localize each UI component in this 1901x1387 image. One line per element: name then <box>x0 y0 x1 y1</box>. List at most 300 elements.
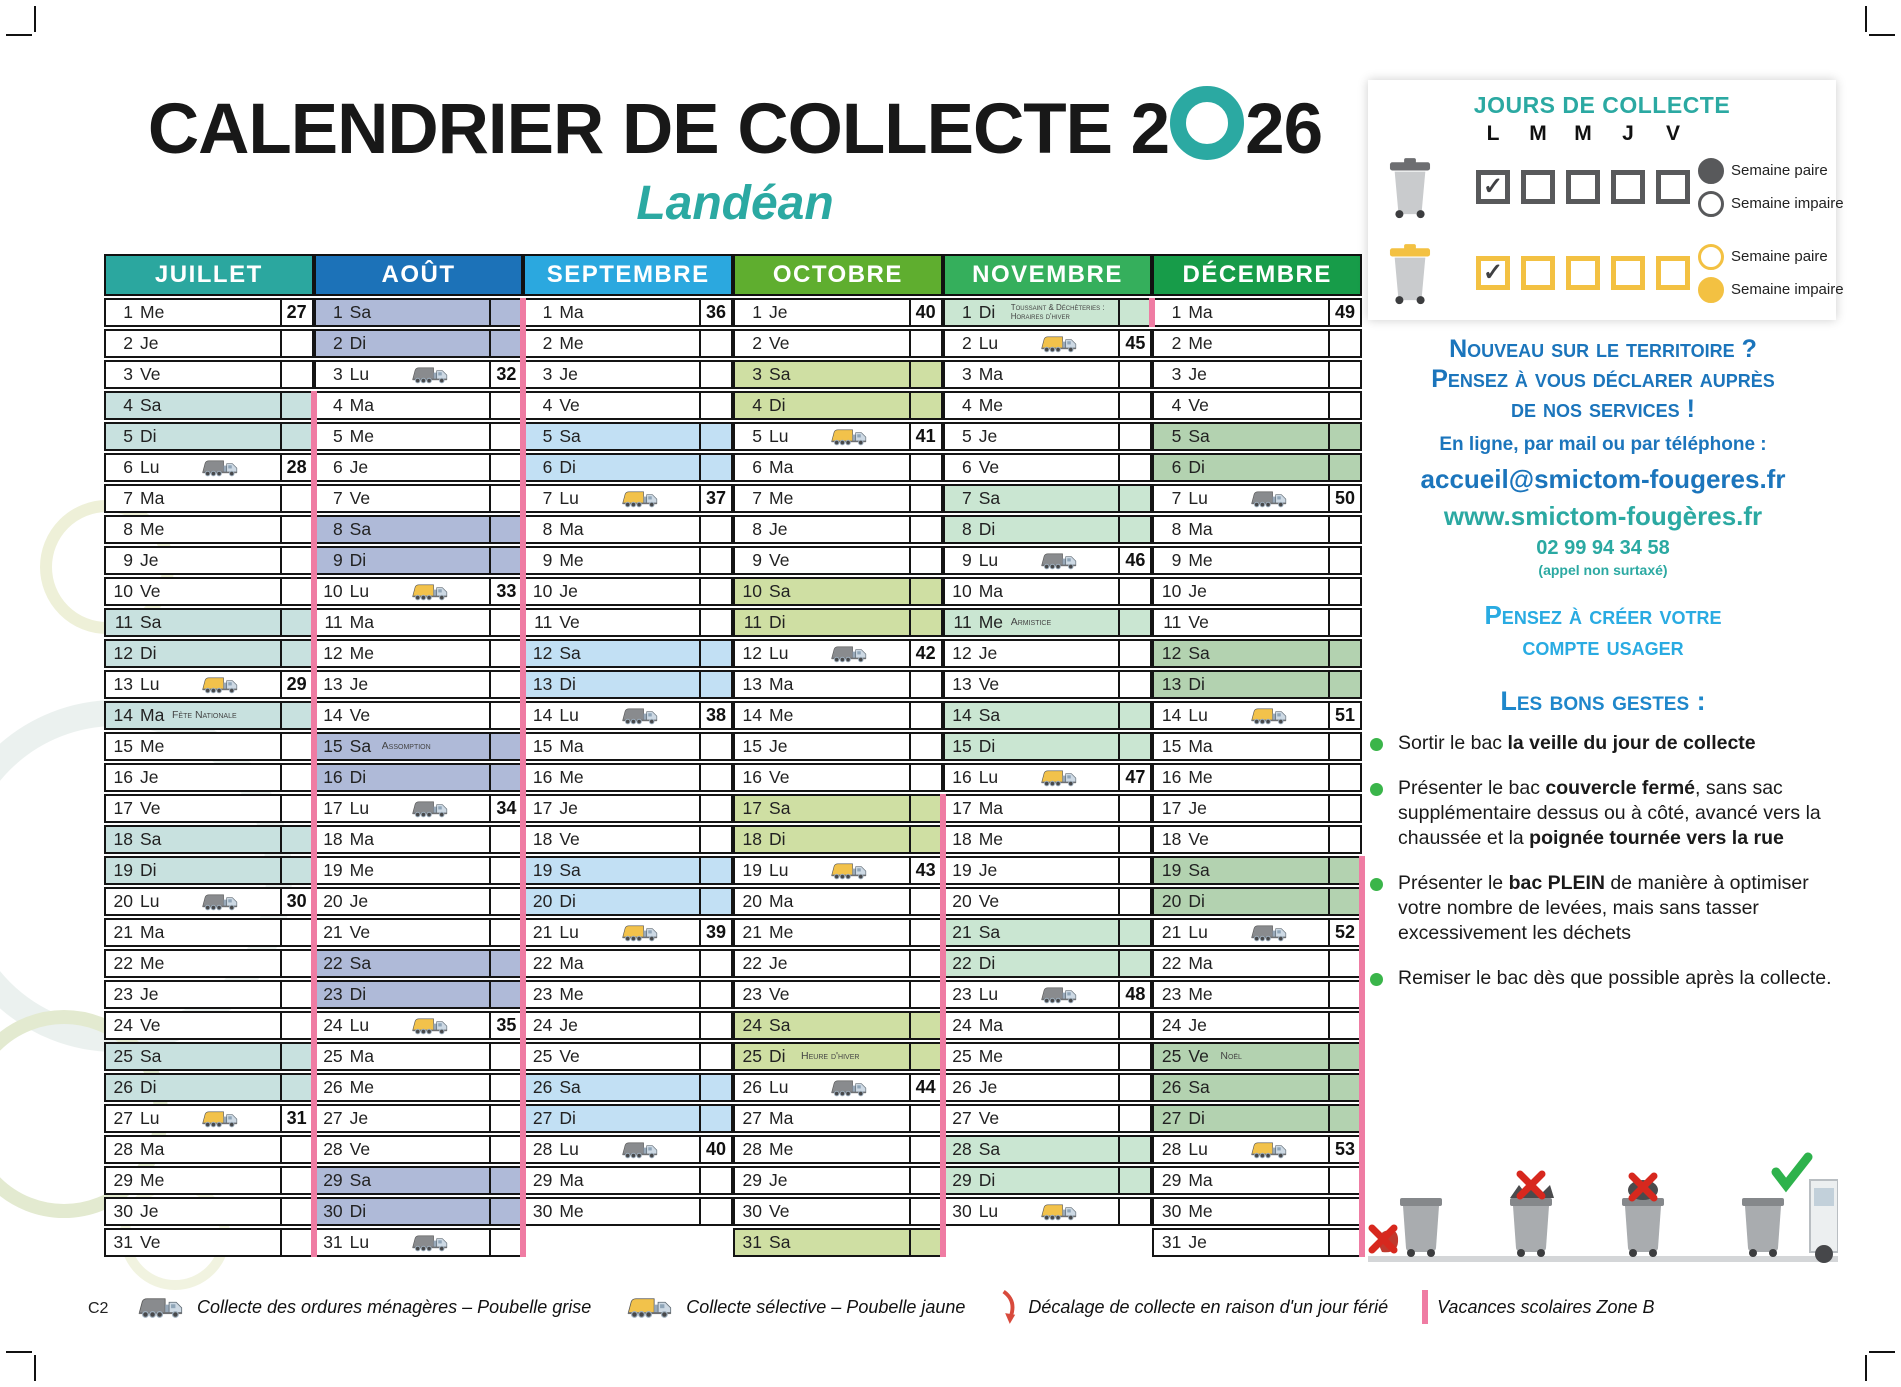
day-cell <box>1152 391 1362 420</box>
day-abbrev: Sa <box>559 426 581 446</box>
day-abbrev: Me <box>1188 550 1213 570</box>
week-number <box>280 641 312 666</box>
week-number <box>1328 734 1360 759</box>
day-abbrev: Di <box>559 1108 576 1128</box>
week-number <box>280 517 312 542</box>
day-abbrev: Me <box>559 767 584 787</box>
day-number: 27 <box>113 1108 133 1128</box>
week-number <box>1118 1075 1150 1100</box>
day-abbrev: Sa <box>559 860 581 880</box>
day-abbrev: Ve <box>1188 1046 1209 1066</box>
day-abbrev: Di <box>559 457 576 477</box>
day-abbrev: Lu <box>1188 488 1208 508</box>
day-cell <box>943 1166 1153 1195</box>
day-number: 14 <box>113 705 133 725</box>
week-number <box>699 982 731 1007</box>
day-number: 24 <box>323 1015 343 1035</box>
day-cell <box>1152 1042 1362 1071</box>
day-checkbox <box>1566 170 1600 204</box>
day-number: 17 <box>952 798 972 818</box>
week-number <box>1118 455 1150 480</box>
week-number <box>280 362 312 387</box>
day-abbrev: Ma <box>349 612 374 632</box>
day-number: 20 <box>742 891 763 911</box>
bullet-dot <box>1370 783 1383 796</box>
bullet-dot <box>1370 973 1383 986</box>
day-cell <box>733 329 943 358</box>
day-number: 12 <box>952 643 972 663</box>
day-abbrev: Ve <box>349 705 371 725</box>
day-cell <box>314 1228 524 1257</box>
day-abbrev: Ve <box>978 674 1000 694</box>
day-number: 14 <box>1161 705 1182 725</box>
week-number <box>1328 548 1360 573</box>
day-cell <box>1152 1073 1362 1102</box>
day-number: 7 <box>542 488 553 508</box>
day-abbrev: Je <box>769 302 788 322</box>
day-number: 16 <box>532 767 553 787</box>
week-number <box>280 1044 312 1069</box>
day-abbrev: Je <box>559 581 578 601</box>
week-number <box>1328 827 1360 852</box>
week-parity-dot <box>1698 244 1724 270</box>
week-number <box>280 610 312 635</box>
day-cell <box>1152 422 1362 451</box>
month-column-octobre <box>733 254 943 1259</box>
day-abbrev: Me <box>349 426 374 446</box>
week-number <box>489 920 521 945</box>
day-number: 19 <box>1161 860 1182 880</box>
day-note: Armistice <box>1010 617 1052 628</box>
day-cell <box>1152 701 1362 730</box>
week-number <box>1118 734 1150 759</box>
day-abbrev: Sa <box>1188 643 1210 663</box>
day-abbrev: Di <box>140 426 157 446</box>
day-cell <box>104 360 314 389</box>
day-cell <box>104 329 314 358</box>
week-number <box>1328 517 1360 542</box>
day-number: 8 <box>332 519 343 539</box>
day-number: 17 <box>742 798 763 818</box>
day-cell <box>733 484 943 513</box>
week-number <box>699 579 731 604</box>
day-number: 26 <box>323 1077 343 1097</box>
day-cell <box>523 980 733 1009</box>
day-number: 7 <box>961 488 972 508</box>
week-number <box>1118 672 1150 697</box>
day-number: 24 <box>1161 1015 1182 1035</box>
week-number <box>699 889 731 914</box>
day-checkbox <box>1656 256 1690 290</box>
day-abbrev: Lu <box>559 922 579 942</box>
day-number: 31 <box>1161 1232 1182 1252</box>
week-number <box>1328 1013 1360 1038</box>
day-number: 23 <box>1161 984 1182 1004</box>
day-number: 2 <box>1171 333 1182 353</box>
day-abbrev: Lu <box>140 674 160 694</box>
day-number: 19 <box>323 860 343 880</box>
week-number <box>489 300 521 325</box>
week-number: 52 <box>1328 920 1360 945</box>
week-number <box>489 548 521 573</box>
contact-email[interactable]: accueil@smictom-fougeres.fr <box>1420 464 1786 494</box>
day-checkbox <box>1656 170 1690 204</box>
day-cell <box>733 453 943 482</box>
day-number: 29 <box>532 1170 553 1190</box>
week-number: 36 <box>699 300 731 325</box>
jours-de-collecte-panel <box>1368 80 1844 320</box>
legend-item <box>1422 1290 1654 1324</box>
week-number <box>909 362 941 387</box>
day-number: 2 <box>542 333 553 353</box>
day-abbrev: Me <box>559 1201 584 1221</box>
day-abbrev: Di <box>1188 457 1205 477</box>
week-number <box>280 579 312 604</box>
day-number: 4 <box>1171 395 1182 415</box>
day-cell <box>943 391 1153 420</box>
day-abbrev: Ma <box>1188 302 1213 322</box>
day-cell <box>314 391 524 420</box>
day-abbrev: Ma <box>978 798 1003 818</box>
day-number: 10 <box>1161 581 1182 601</box>
week-number: 42 <box>909 641 941 666</box>
week-number <box>909 393 941 418</box>
day-number: 1 <box>542 302 553 322</box>
day-number: 6 <box>752 457 763 477</box>
day-cell <box>104 484 314 513</box>
week-number <box>909 734 941 759</box>
day-abbrev: Me <box>978 829 1003 849</box>
day-cell <box>104 1104 314 1133</box>
day-abbrev: Lu <box>349 581 370 601</box>
day-cell <box>1152 546 1362 575</box>
day-cell <box>314 608 524 637</box>
contact-website[interactable]: www.smictom-fougères.fr <box>1443 501 1763 531</box>
grey-truck-icon <box>410 799 452 818</box>
day-abbrev: Sa <box>1188 1077 1210 1097</box>
day-number: 12 <box>113 643 133 663</box>
day-cell <box>733 546 943 575</box>
day-number: 17 <box>532 798 553 818</box>
day-abbrev: Me <box>559 984 584 1004</box>
day-abbrev: Ve <box>349 922 371 942</box>
grey-truck-icon <box>410 365 452 384</box>
day-number: 7 <box>123 488 133 508</box>
day-cell <box>314 329 524 358</box>
day-number: 25 <box>1161 1046 1182 1066</box>
day-cell <box>733 794 943 823</box>
day-number: 29 <box>742 1170 763 1190</box>
week-number <box>909 1168 941 1193</box>
day-cell <box>314 298 524 327</box>
week-number: 44 <box>909 1075 941 1100</box>
day-number: 12 <box>532 643 553 663</box>
day-number: 16 <box>113 767 133 787</box>
week-number <box>489 1075 521 1100</box>
day-cell <box>104 546 314 575</box>
day-cell <box>1152 794 1362 823</box>
grey-truck-icon <box>200 458 242 477</box>
day-number: 1 <box>752 302 763 322</box>
day-number: 29 <box>1161 1170 1182 1190</box>
month-column-décembre <box>1152 254 1362 1259</box>
day-cell <box>104 298 314 327</box>
day-cell <box>943 577 1153 606</box>
crop-mark <box>34 6 36 32</box>
day-cell <box>523 1166 733 1195</box>
day-cell <box>523 515 733 544</box>
day-abbrev: Ma <box>1188 953 1213 973</box>
day-number: 16 <box>742 767 763 787</box>
week-number <box>699 734 731 759</box>
week-parity-label: Semaine paire <box>1731 248 1828 265</box>
day-number: 14 <box>323 705 343 725</box>
day-number: 28 <box>742 1139 763 1159</box>
day-number: 24 <box>532 1015 553 1035</box>
day-cell <box>314 670 524 699</box>
day-cell <box>733 1228 943 1257</box>
day-cell <box>733 887 943 916</box>
week-number <box>1118 362 1150 387</box>
day-cell <box>943 639 1153 668</box>
day-cell <box>943 670 1153 699</box>
day-cell <box>314 1073 524 1102</box>
day-number: 25 <box>113 1046 133 1066</box>
day-abbrev: Di <box>978 736 996 756</box>
crop-mark <box>6 1351 32 1353</box>
day-abbrev: Di <box>559 891 576 911</box>
day-abbrev: Ma <box>559 302 584 322</box>
crop-mark <box>1869 1351 1895 1353</box>
yellow-truck-icon <box>620 489 662 508</box>
day-number: 3 <box>1171 364 1182 384</box>
day-cell <box>314 1135 524 1164</box>
day-number: 8 <box>1171 519 1182 539</box>
day-abbrev: Ve <box>559 612 580 632</box>
day-number: 8 <box>752 519 763 539</box>
week-number <box>699 827 731 852</box>
day-cell <box>314 515 524 544</box>
day-cell <box>1152 980 1362 1009</box>
day-abbrev: Ve <box>349 488 371 508</box>
day-cell <box>733 825 943 854</box>
legend-bar <box>136 1288 1689 1326</box>
crop-mark <box>6 34 32 36</box>
day-cell <box>314 1104 524 1133</box>
truck-partial <box>1810 1180 1838 1263</box>
day-abbrev: Di <box>769 1046 786 1066</box>
day-cell <box>523 608 733 637</box>
day-cell <box>104 1166 314 1195</box>
grey-truck-icon <box>200 892 242 911</box>
day-number: 6 <box>542 457 553 477</box>
day-abbrev: Ve <box>140 364 161 384</box>
day-cell <box>314 763 524 792</box>
day-number: 1 <box>961 302 972 322</box>
day-number: 9 <box>332 550 343 570</box>
day-abbrev: Lu <box>978 333 999 353</box>
shift-arrow-icon <box>999 1288 1019 1326</box>
day-number: 7 <box>332 488 343 508</box>
day-cell <box>314 980 524 1009</box>
bin-presentation-illustration <box>1368 1128 1838 1278</box>
day-number: 17 <box>1161 798 1182 818</box>
week-number <box>699 424 731 449</box>
legend-label: Collecte des ordures ménagères – Poubelle grise <box>197 1296 592 1317</box>
day-cell <box>1152 329 1362 358</box>
day-abbrev: Ve <box>559 829 580 849</box>
week-number <box>489 703 521 728</box>
day-cell <box>104 391 314 420</box>
day-abbrev: Ma <box>559 1170 584 1190</box>
day-abbrev: Je <box>559 364 578 384</box>
calendar-grid <box>104 254 1362 1259</box>
day-abbrev: Me <box>349 1077 374 1097</box>
week-number: 29 <box>280 672 312 697</box>
week-parity-dot <box>1698 158 1724 184</box>
day-number: 23 <box>952 984 972 1004</box>
day-abbrev: Di <box>1188 674 1205 694</box>
day-number: 10 <box>323 581 343 601</box>
week-number: 28 <box>280 455 312 480</box>
day-abbrev: Sa <box>140 395 162 415</box>
day-number: 30 <box>952 1201 972 1221</box>
day-abbrev: Je <box>1188 1232 1207 1252</box>
week-number <box>1328 889 1360 914</box>
week-parity-dot <box>1698 277 1724 303</box>
day-cell <box>1152 1228 1362 1257</box>
week-number <box>909 331 941 356</box>
day-number: 27 <box>323 1108 343 1128</box>
week-number <box>280 734 312 759</box>
day-cell <box>733 763 943 792</box>
week-number <box>1328 1199 1360 1224</box>
week-number: 32 <box>489 362 521 387</box>
day-abbrev: Sa <box>769 1232 791 1252</box>
day-cell <box>943 360 1153 389</box>
legend-item <box>136 1295 591 1319</box>
day-cell <box>523 546 733 575</box>
day-abbrev: Ve <box>140 1015 161 1035</box>
day-number: 14 <box>532 705 553 725</box>
day-number: 25 <box>952 1046 972 1066</box>
month-header: AOÛT <box>314 254 524 296</box>
week-number <box>909 486 941 511</box>
day-number: 23 <box>113 984 133 1004</box>
grey-bin-icon <box>1384 154 1436 220</box>
day-number: 22 <box>742 953 763 973</box>
day-cell <box>1152 1166 1362 1195</box>
day-number: 1 <box>1171 302 1182 322</box>
school-holiday-marker <box>520 298 526 1257</box>
week-number <box>909 796 941 821</box>
week-number <box>489 1044 521 1069</box>
day-number: 6 <box>961 457 972 477</box>
day-abbrev: Di <box>769 612 786 632</box>
week-number <box>1118 486 1150 511</box>
day-number: 8 <box>123 519 133 539</box>
day-abbrev: Je <box>978 860 998 880</box>
day-cell <box>1152 918 1362 947</box>
yellow-truck-icon <box>1249 706 1291 725</box>
week-number: 40 <box>909 300 941 325</box>
day-cell <box>523 391 733 420</box>
grey-truck-icon <box>829 1078 871 1097</box>
day-cell <box>523 422 733 451</box>
week-parity-dot <box>1698 191 1724 217</box>
day-abbrev: Di <box>349 767 367 787</box>
week-number <box>909 1044 941 1069</box>
day-abbrev: Me <box>140 1170 165 1190</box>
day-cell <box>943 329 1153 358</box>
day-abbrev: Ve <box>1188 829 1209 849</box>
yellow-truck-icon <box>829 861 871 880</box>
day-abbrev: Me <box>769 488 794 508</box>
day-checkbox-checked: ✓ <box>1476 170 1510 204</box>
day-abbrev: Lu <box>978 984 999 1004</box>
day-cell <box>733 701 943 730</box>
day-cell <box>943 608 1153 637</box>
day-number: 21 <box>113 922 133 942</box>
day-cell <box>104 608 314 637</box>
yellow-truck-icon <box>620 923 662 942</box>
day-number: 8 <box>542 519 553 539</box>
yellow-truck-icon <box>1039 334 1081 353</box>
day-abbrev: Di <box>978 1170 996 1190</box>
day-abbrev: Sa <box>769 1015 791 1035</box>
bons-gestes-title: Les bons gestes : <box>1500 686 1706 717</box>
day-number: 25 <box>742 1046 763 1066</box>
day-cell <box>1152 825 1362 854</box>
week-number <box>489 424 521 449</box>
week-number <box>280 486 312 511</box>
grey-truck-icon <box>620 706 662 725</box>
day-number: 21 <box>952 922 972 942</box>
day-abbrev: Ve <box>1188 395 1209 415</box>
day-cell <box>314 639 524 668</box>
week-number: 43 <box>909 858 941 883</box>
week-number: 45 <box>1118 331 1150 356</box>
day-cell <box>523 763 733 792</box>
day-cell <box>943 825 1153 854</box>
week-number <box>909 1199 941 1224</box>
day-letter: J <box>1622 122 1634 145</box>
month-column-août <box>314 254 524 1259</box>
day-abbrev: Me <box>140 302 165 322</box>
day-cell <box>523 825 733 854</box>
day-cell <box>943 918 1153 947</box>
yellow-truck-icon <box>1249 1140 1291 1159</box>
week-number <box>1118 1106 1150 1131</box>
day-cell <box>523 484 733 513</box>
day-abbrev: Lu <box>140 891 160 911</box>
day-abbrev: Ve <box>559 1046 580 1066</box>
day-number: 27 <box>742 1108 763 1128</box>
legend-label: Vacances scolaires Zone B <box>1437 1296 1655 1317</box>
day-cell <box>314 949 524 978</box>
day-cell <box>523 298 733 327</box>
week-parity-label: Semaine impaire <box>1731 281 1844 298</box>
week-number: 38 <box>699 703 731 728</box>
day-cell <box>943 1011 1153 1040</box>
day-abbrev: Lu <box>978 550 999 570</box>
day-abbrev: Je <box>978 1077 998 1097</box>
day-abbrev: Me <box>559 333 584 353</box>
day-abbrev: Sa <box>769 581 791 601</box>
day-number: 30 <box>742 1201 763 1221</box>
week-number <box>909 703 941 728</box>
day-cell <box>104 763 314 792</box>
